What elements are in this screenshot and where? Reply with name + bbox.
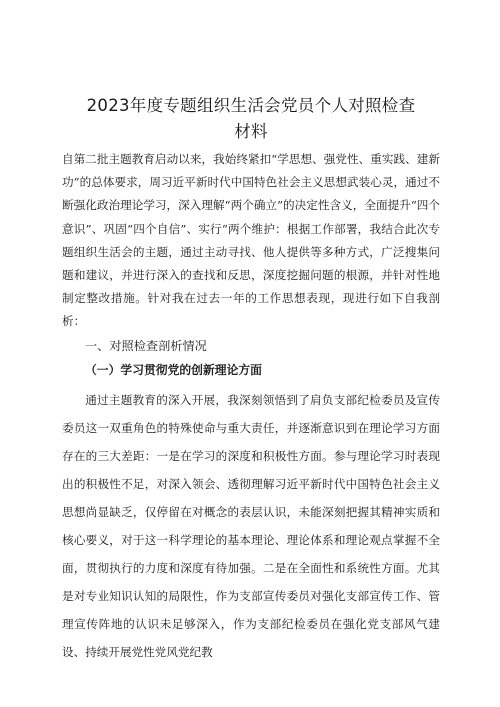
intro-paragraph: 自第二批主题教育启动以来，我始终紧扣“学思想、强党性、重实践、建新功”的总体要求，周习近平新时代中国特色社会主义思想武装心灵，通过不断强化政治理论学习，深入理解“两个确立”的决定性含义，全面提升“四个意识”、巩固“四个自信”、实行“两个维护：根据工作部署，我结合此次专题组织生活会的主题，通过主动寻找、他人提供等多种方式，广泛搜集问题和建议，并进行深入的查找和反思，深度挖掘问题的根源，并针对性地制定整改措施。针对我在过去一年的工作思想表现，现进行如下自我剖析： [62,152,440,329]
section-heading: 一、对照检查剖析情况 [85,338,207,353]
title-line-2: 材料 [234,122,268,141]
subsection-heading: （一）学习贯彻党的创新理论方面 [85,362,262,377]
document-title [62,0,440,145]
title-line-1: 2023年度专题组织生活会党员个人对照检查 [86,96,416,115]
body-paragraph: 通过主题教育的深入开展，我深刻领悟到了肩负支部纪检委员及宣传委员这一双重角色的特殊使命与重大责任，并逐渐意识到在理论学习方面存在的三大差距：一是在学习的深度和积极性方面。参与理论学习时表现出的积极性不足，对深入领会、透彻理解习近平新时代中国特色社会主义思想尚显缺乏，仅停留在对概念的表层认识，未能深刻把握其精神实质和核心要义，对于这一科学理论的基本理论、理论体系和理论观点掌握不全面，贯彻执行的力度和深度有待加强。二是在全面性和系统性方面。尤其是对专业知识认知的局限性，作为支部宣传委员对强化支部宣传工作、管理宣传阵地的认识未足够深入，作为支部纪检委员在强化党支部风气建设、持续开展党性党风党纪教 [62,392,440,659]
